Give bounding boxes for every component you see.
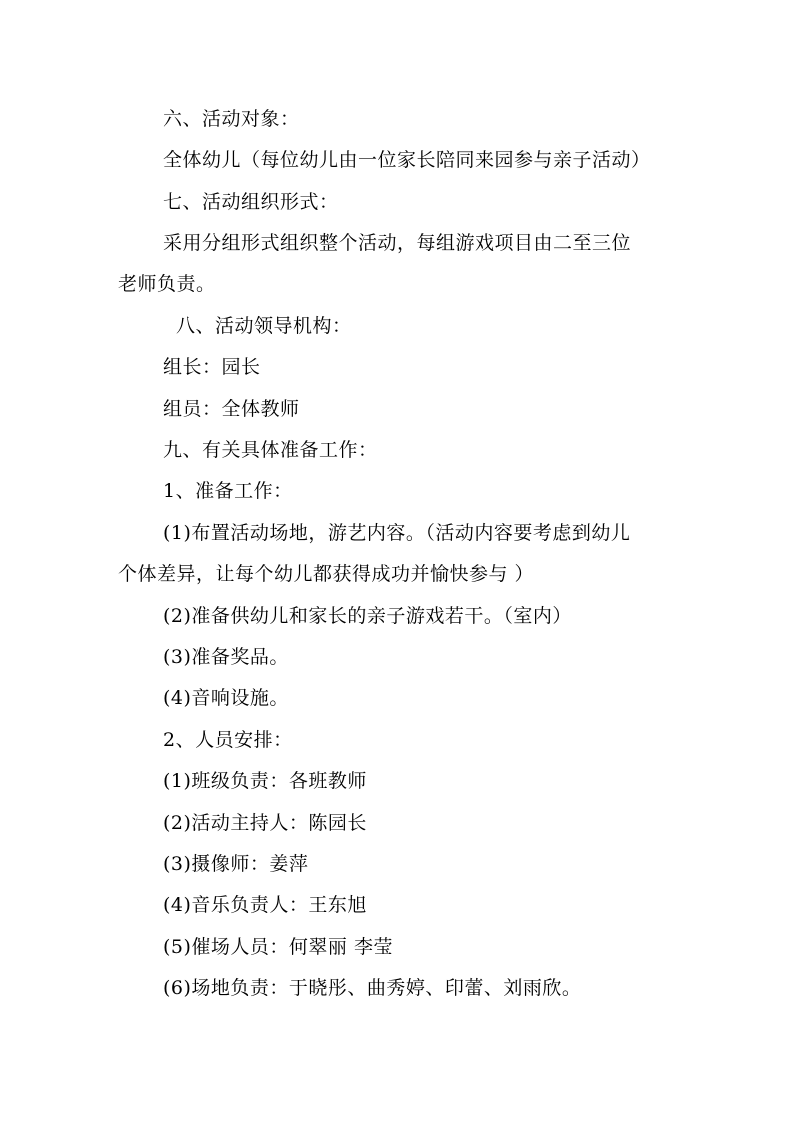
prep-item-2: (2)准备供幼儿和家长的亲子游戏若干。（室内）: [163, 605, 572, 627]
section-heading-7: 七、活动组织形式：: [163, 191, 339, 213]
subheading-preparation: 1、准备工作：: [163, 480, 293, 502]
section-heading-6: 六、活动对象：: [163, 108, 300, 130]
paragraph-organization-line-2: 老师负责。: [118, 273, 216, 295]
team-members-line: 组员：全体教师: [163, 398, 300, 420]
prep-item-1-line-1: (1)布置活动场地，游艺内容。（活动内容要考虑到幼儿: [163, 522, 631, 544]
subheading-staffing: 2、人员安排：: [163, 729, 293, 751]
section-heading-9: 九、有关具体准备工作：: [163, 439, 378, 461]
staff-item-6: (6)场地负责：于晓彤、曲秀婷、印蕾、刘雨欣。: [163, 977, 582, 999]
paragraph-organization-line-1: 采用分组形式组织整个活动，每组游戏项目由二至三位: [163, 232, 632, 254]
staff-item-4: (4)音乐负责人：王东旭: [163, 894, 367, 916]
paragraph-participants: 全体幼儿（每位幼儿由一位家长陪同来园参与亲子活动）: [163, 149, 651, 171]
staff-item-3: (3)摄像师：姜萍: [163, 853, 309, 875]
prep-item-4: (4)音响设施。: [163, 687, 289, 709]
staff-item-1: (1)班级负责：各班教师: [163, 770, 367, 792]
staff-item-2: (2)活动主持人：陈园长: [163, 812, 367, 834]
prep-item-3: (3)准备奖品。: [163, 646, 289, 668]
prep-item-1-line-2: 个体差异，让每个幼儿都获得成功并愉快参与 ）: [118, 563, 535, 585]
team-leader-line: 组长：园长: [163, 356, 261, 378]
staff-item-5: (5)催场人员：何翠丽 李莹: [163, 936, 393, 958]
section-heading-8: 八、活动领导机构：: [176, 315, 352, 337]
